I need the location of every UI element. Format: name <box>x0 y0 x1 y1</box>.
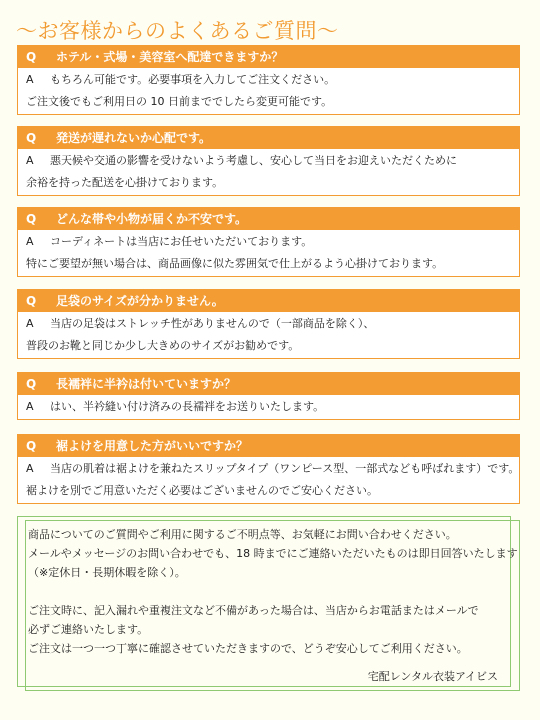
answer-text: コーディネートは当店にお任せいただいております。 <box>50 235 313 248</box>
faq-item <box>17 434 520 504</box>
a-mark: A <box>26 73 34 86</box>
faq-question <box>18 208 519 230</box>
a-mark: A <box>26 462 34 475</box>
contact-line <box>28 582 512 601</box>
contact-line: ご注文時に、記入漏れや重複注文など不備があった場合は、当店からお電話またはメールで <box>28 604 479 617</box>
faq-item <box>17 207 520 277</box>
contact-notice <box>17 516 520 691</box>
answer-text: 当店の肌着は裾よけを兼ねたスリップタイプ（ワンピース型、一部式なども呼ばれます）です。 <box>50 462 520 475</box>
question-text: ホテル・式場・美容室へ配達できますか？ <box>56 50 284 64</box>
q-mark: Q <box>26 439 37 453</box>
answer-line <box>26 458 519 480</box>
faq-answer <box>18 312 519 358</box>
contact-line: メールやメッセージのお問い合わせでも、18 時までにご連絡いただいたものは即日回答いたします <box>28 547 518 560</box>
contact-line: ご注文は一つ一つ丁寧に確認させていただきますので、どうぞ安心してご利用ください。 <box>28 642 468 655</box>
contact-text <box>28 525 518 658</box>
answer-line <box>26 313 519 335</box>
a-mark: A <box>26 400 34 413</box>
answer-line <box>26 396 519 418</box>
a-mark: A <box>26 317 34 330</box>
faq-answer <box>18 149 519 195</box>
answer-text: 当店の足袋はストレッチ性がありませんので（一部商品を除く）、 <box>50 317 375 330</box>
faq-question <box>18 46 519 68</box>
answer-text: 特にご要望が無い場合は、商品画像に似た雰囲気で仕上がるよう心掛けております。 <box>26 257 444 270</box>
faq-question <box>18 127 519 149</box>
page-title: ～お客様からのよくあるご質問～ <box>16 19 339 43</box>
answer-text: はい、半衿縫い付け済みの長襦袢をお送りいたします。 <box>50 400 325 413</box>
answer-line <box>26 480 519 502</box>
answer-line <box>26 172 519 194</box>
answer-line <box>26 335 519 357</box>
q-mark: Q <box>26 377 37 391</box>
answer-text: 裾よけを別でご用意いただく必要はございませんのでご安心ください。 <box>26 484 378 497</box>
answer-text: 悪天候や交通の影響を受けないよう考慮し、安心して当日をお迎えいただくために <box>50 154 457 167</box>
answer-line <box>26 150 519 172</box>
question-text: 長襦袢に半衿は付いていますか？ <box>56 377 237 391</box>
faq-question <box>18 435 519 457</box>
contact-line: （※定休日・長期休暇を除く）。 <box>28 566 186 579</box>
q-mark: Q <box>26 212 37 226</box>
answer-text: 余裕を持った配送を心掛けております。 <box>26 176 224 189</box>
shop-name: 宅配レンタル衣装アイビス <box>367 670 498 683</box>
faq-item <box>17 126 520 196</box>
faq-answer <box>18 68 519 114</box>
faq-answer <box>18 230 519 276</box>
answer-text: ご注文後でもご利用日の 10 日前まででしたら変更可能です。 <box>26 95 333 108</box>
answer-line <box>26 91 519 113</box>
faq-question <box>18 373 519 395</box>
q-mark: Q <box>26 50 37 64</box>
question-text: 足袋のサイズが分かりません。 <box>56 294 224 308</box>
answer-text: 普段のお靴と同じか少し大きめのサイズがお勧めです。 <box>26 339 300 352</box>
question-text: どんな帯や小物が届くか不安です。 <box>56 212 248 226</box>
answer-line <box>26 253 519 275</box>
q-mark: Q <box>26 131 37 145</box>
contact-line: 必ずご連絡いたします。 <box>28 623 149 636</box>
a-mark: A <box>26 154 34 167</box>
faq-answer <box>18 457 519 503</box>
answer-line <box>26 69 519 91</box>
question-text: 発送が遅れないか心配です。 <box>56 131 212 145</box>
q-mark: Q <box>26 294 37 308</box>
faq-question <box>18 290 519 312</box>
contact-line: 商品についてのご質問やご利用に関するご不明点等、お気軽にお問い合わせください。 <box>28 528 457 541</box>
question-text: 裾よけを用意した方がいいですか？ <box>56 439 249 453</box>
faq-item <box>17 372 520 420</box>
faq-item <box>17 45 520 115</box>
answer-line <box>26 231 519 253</box>
answer-text: もちろん可能です。必要事項を入力してご注文ください。 <box>50 73 336 86</box>
a-mark: A <box>26 235 34 248</box>
faq-item <box>17 289 520 359</box>
faq-answer <box>18 395 519 419</box>
